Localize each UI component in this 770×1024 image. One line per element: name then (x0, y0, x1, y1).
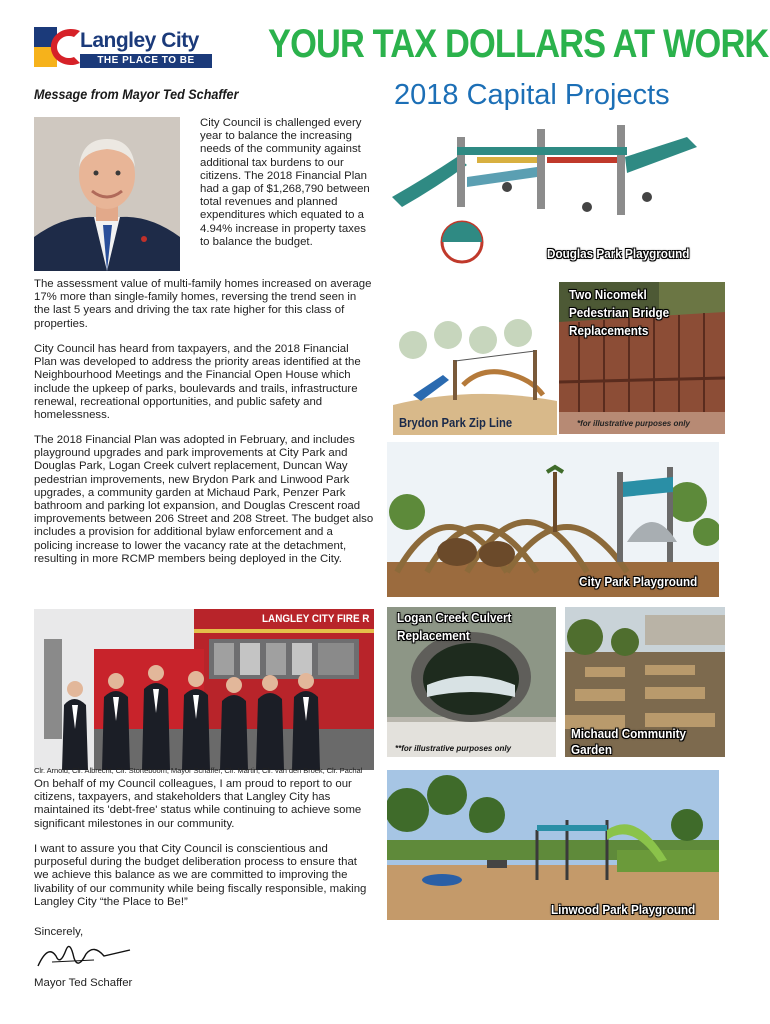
michaud-label-line: Garden (571, 742, 612, 757)
signoff: Mayor Ted Schaffer (34, 977, 133, 989)
subheadline: 2018 Capital Projects (394, 79, 670, 111)
message-paragraph: The 2018 Financial Plan was adopted in February, and includes playground upgrades and park improvements at City Park and Douglas Park, Logan Creek culvert replacement, Duncan Way pedestrian improvements, new Brydon Park and Linwood Park upgrades, a community garden at Michaud Park, Penzer Park bathroom and parking lot expansion, and Douglas Crescent road improvements between 206 Street and 208 Street. The budget also includes a provision for additional bylaw enforcement and a policing increase to lower the vacancy rate at the detachment, resulting in more RCMP members being deployed in the City. (34, 434, 374, 565)
fire-truck-sign: LANGLEY CITY FIRE R (262, 613, 370, 625)
council-group-photo (34, 609, 374, 770)
michaud-label-line: Michaud Community (571, 726, 687, 741)
city-park-label: City Park Playground (579, 574, 698, 589)
brydon-park-label: Brydon Park Zip Line (399, 416, 513, 430)
message-paragraph: The assessment value of multi-family homes increased on average 17% more than single-family homes, reversing the trend seen in the last 5 years and driving the tax rate higher for this class of properties. (34, 278, 372, 330)
headline: YOUR TAX DOLLARS AT WORK (268, 22, 769, 66)
logan-creek-panel (387, 607, 556, 757)
closing: Sincerely, (34, 926, 84, 938)
logo-name: Langley City (80, 29, 199, 52)
logan-creek-note: **for illustrative purposes only (395, 744, 512, 753)
council-photo-image (34, 609, 374, 770)
council-photo-caption: Clr. Arnold, Clr. Albrecht, Clr. Storteboom, Mayor Schaffer, Clr. Martin, Clr. van den Broek, Clr. Pachal (34, 766, 363, 775)
mayor-signature-icon (34, 936, 134, 976)
mayor-portrait (34, 117, 180, 271)
logan-creek-label-line: Logan Creek Culvert (397, 610, 512, 625)
logan-creek-label-line: Replacement (397, 628, 470, 643)
bridge-panel (559, 282, 725, 434)
message-paragraph: I want to assure you that City Council is conscientious and purposeful during the budget deliberation process to ensure that we achieve this balance as we are committed to improving the livability of our community while being fiscally responsible, making Langley City “the Place to Be!” (34, 843, 367, 908)
linwood-playground-image (387, 770, 719, 920)
brydon-park-panel (393, 315, 557, 435)
city-park-panel (387, 442, 719, 597)
bridge-label-line: Two Nicomekl (569, 287, 647, 302)
langley-logo-mark-icon (34, 27, 80, 67)
douglas-park-label: Douglas Park Playground (547, 246, 690, 261)
intro-paragraph: City Council is challenged every year to balance the increasing needs of the community against additional tax burdens to our citizens. The 2018 Financial Plan had a gap of $1,268,790 between total revenues and planned expenditures which equated to a 4.94% increase in property taxes to balance the budget. (200, 117, 370, 248)
message-paragraph: City Council has heard from taxpayers, and the 2018 Financial Plan was developed to address the priority areas identified at the Neighbourhood Meetings and the Financial Open House which include the upkeep of parks, boulevards and trails, infrastructure renewal, recreational opportunities, and public safety and homelessness. (34, 343, 361, 422)
message-title: Message from Mayor Ted Schaffer (34, 86, 239, 102)
mayor-portrait-image (34, 117, 180, 271)
douglas-park-panel (387, 117, 719, 267)
linwood-park-panel (387, 770, 719, 920)
bridge-label-line: Replacements (569, 323, 649, 338)
bridge-note: *for illustrative purposes only (577, 419, 690, 428)
message-paragraph: On behalf of my Council colleagues, I am proud to report to our citizens, taxpayers, and stakeholders that Langley City has maintained its 'debt-free' status while continuing to achieve some significant milestones in our community. (34, 778, 362, 830)
linwood-park-label: Linwood Park Playground (551, 902, 696, 917)
bridge-label-line: Pedestrian Bridge (569, 305, 670, 320)
langley-city-logo (34, 27, 214, 69)
michaud-garden-panel (565, 607, 725, 757)
logo-tagline: THE PLACE TO BE (80, 54, 212, 68)
